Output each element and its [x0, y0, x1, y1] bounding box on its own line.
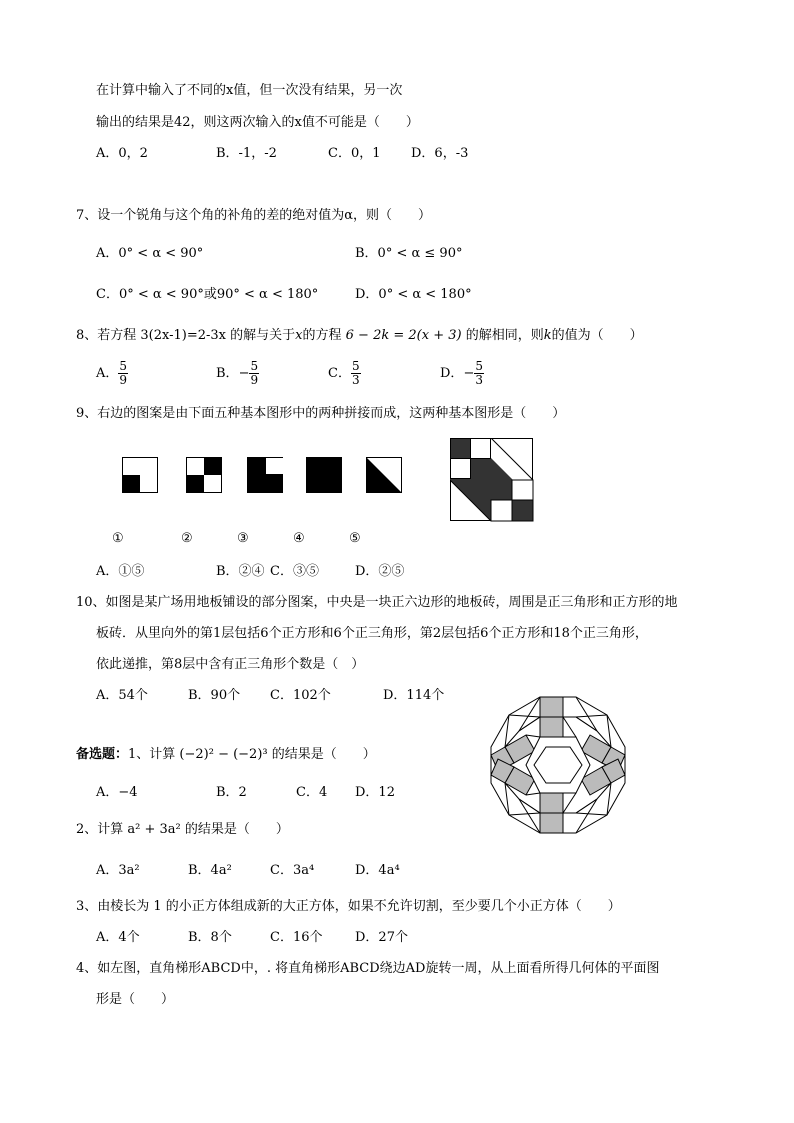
q8-option-d [440, 360, 484, 387]
q10-option-b: B．90个 [188, 688, 241, 703]
q8-c-label: C． [328, 366, 351, 381]
bx2-option-c: C．3a⁴ [270, 863, 315, 878]
q9-option-d: D．②⑤ [355, 564, 405, 579]
bx1-option-b: B．2 [216, 785, 247, 800]
q7-option-c: C．0° < α < 90°或90° < α < 180° [96, 287, 319, 302]
q9-option-a: A．①⑤ [96, 564, 145, 579]
q8-d-sign: − [463, 366, 475, 381]
bx3-option-d: D．27个 [355, 930, 408, 945]
q8-c-fraction [351, 360, 361, 387]
q8-var-k: k [543, 328, 552, 343]
shape-label-4: ④ [293, 531, 305, 546]
basic-shape-5 [366, 457, 402, 493]
shape-2-fill-a [204, 458, 222, 475]
q8-option-b [216, 360, 259, 387]
basic-shape-1 [122, 457, 158, 493]
bx3-option-a: A．4个 [96, 930, 140, 945]
q8-a-den: 9 [119, 373, 128, 387]
q8-b-den: 9 [250, 373, 259, 387]
shape-1-fill [123, 475, 140, 493]
backup-heading: 备选题： [76, 747, 129, 762]
bx3-option-c: C．16个 [270, 930, 323, 945]
bx1-option-d: D．12 [355, 785, 395, 800]
q8-c-den: 3 [351, 373, 360, 387]
backup-question-3: 3、由棱长为 1 的小正方体组成新的大正方体，如果不允许切割，至少要几个小正方体（ ） [76, 899, 621, 914]
question-10-line-2: 板砖．从里向外的第1层包括6个正方形和6个正三角形，第2层包括6个正方形和18个正三角形， [96, 626, 648, 641]
q8-d-label: D． [440, 366, 464, 381]
shape-label-5: ⑤ [349, 531, 361, 546]
q7-option-b: B．0° < α ≤ 90° [355, 246, 463, 261]
q8-b-label: B． [216, 366, 239, 381]
basic-shape-3 [247, 457, 283, 493]
q8-c-num: 5 [351, 359, 360, 373]
bx2-option-b: B．4a² [188, 863, 232, 878]
question-7: 7、设一个锐角与这个角的补角的差的绝对值为α，则（ ） [76, 208, 432, 223]
question-10-line-3: 依此递推，第8层中含有正三角形个数是（ ） [96, 657, 365, 672]
q8-option-c [328, 360, 361, 387]
bx2-option-a: A．3a² [96, 863, 140, 878]
bx1-option-c: C．4 [296, 785, 328, 800]
q8-var-x: x [295, 328, 303, 343]
bx2-option-d: D．4a⁴ [355, 863, 400, 878]
q8-a-label: A． [96, 366, 119, 381]
q8-b-fraction [249, 360, 259, 387]
q6-option-a: A．0，2 [96, 146, 148, 161]
basic-shape-2 [186, 457, 222, 493]
q8-a-fraction [118, 360, 128, 387]
shape-label-2: ② [181, 531, 193, 546]
q8-d-num: 5 [475, 359, 483, 373]
shape-2-fill-b [187, 475, 204, 493]
backup-q1-text: 1、计算 (−2)² − (−2)³ 的结果是（ ） [128, 747, 376, 762]
q8-d-den: 3 [475, 373, 483, 387]
q8-b-sign: − [238, 366, 250, 381]
q8-end: 的值为（ ） [551, 328, 643, 343]
bx3-option-b: B．8个 [188, 930, 232, 945]
q10-option-a: A．54个 [96, 688, 148, 703]
q8-equation: 6 − 2k = 2(x + 3) [345, 328, 462, 343]
floor-tile-pattern [488, 695, 628, 835]
q6-option-b: B．-1，-2 [216, 146, 277, 161]
question-6-line-1: 在计算中输入了不同的x值，但一次没有结果，另一次 [96, 83, 403, 98]
shape-label-3: ③ [237, 531, 249, 546]
backup-question-4-line-1: 4、如左图，直角梯形ABCD中，. 将直角梯形ABCD绕边AD旋转一周，从上面看所得几何体的平面图 [76, 961, 660, 976]
composite-pattern [450, 438, 534, 522]
q10-option-d: D．114个 [383, 688, 445, 703]
backup-question-1 [76, 746, 376, 764]
q6-option-d: D．6，-3 [411, 146, 469, 161]
basic-shape-4 [306, 457, 342, 493]
q8-d-fraction [474, 360, 484, 387]
q8-a-num: 5 [119, 359, 128, 373]
q8-post: 的解相同，则 [465, 328, 544, 343]
backup-question-4-line-2: 形是（ ） [96, 992, 175, 1007]
bx1-option-a: A．−4 [96, 785, 138, 800]
q8-option-a [96, 360, 128, 387]
q9-option-c: C．③⑤ [270, 564, 319, 579]
q7-option-d: D．0° < α < 180° [355, 287, 472, 302]
backup-question-2: 2、计算 a² + 3a² 的结果是（ ） [76, 822, 289, 837]
q10-option-c: C．102个 [270, 688, 331, 703]
question-8 [76, 327, 643, 345]
question-9: 9、右边的图案是由下面五种基本图形中的两种拼接而成，这两种基本图形是（ ） [76, 406, 566, 421]
question-10-line-1: 10、如图是某广场用地板铺设的部分图案，中央是一块正六边形的地板砖，周围是正三角形和正方形的地 [76, 595, 678, 610]
q8-prefix: 8、若方程 3(2x-1)=2-3x 的解与关于 [76, 328, 296, 343]
q9-option-b: B．②④ [216, 564, 265, 579]
shape-label-1: ① [112, 531, 124, 546]
q8-b-num: 5 [250, 359, 259, 373]
q6-option-c: C．0，1 [328, 146, 381, 161]
question-6-line-2: 输出的结果是42，则这两次输入的x值不可能是（ ） [96, 115, 419, 130]
shape-3-white [265, 458, 283, 475]
q7-option-a: A．0° < α < 90° [96, 246, 204, 261]
q8-mid: 的方程 [302, 328, 342, 343]
